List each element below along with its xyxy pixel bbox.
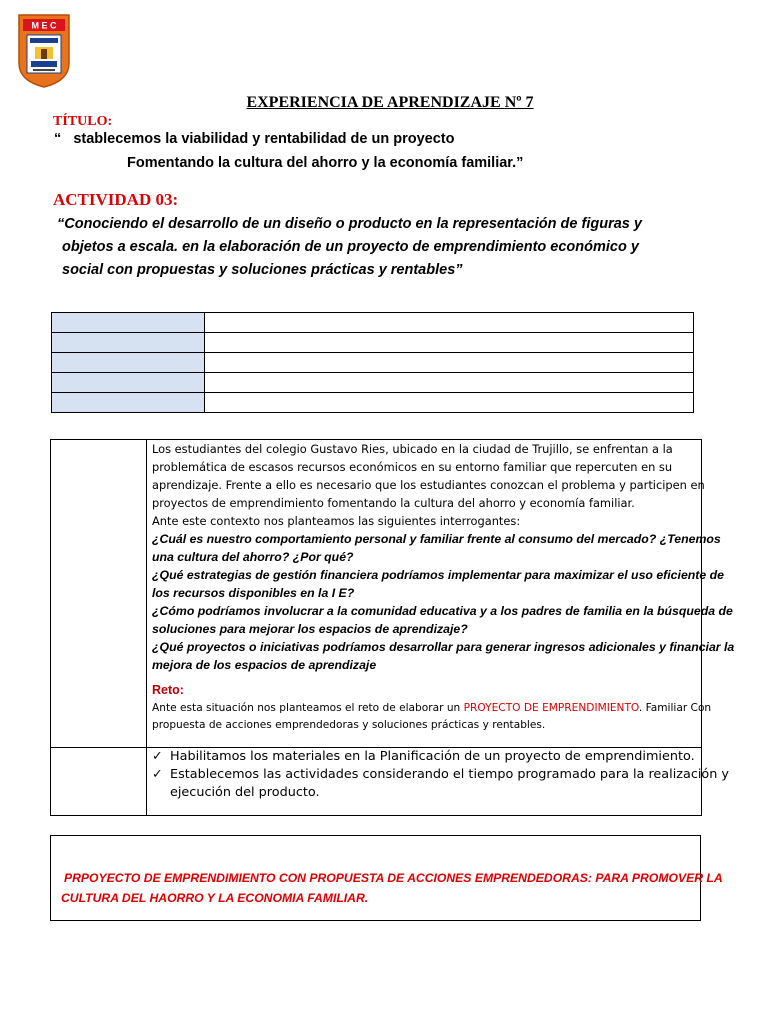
situacion-text: [152, 440, 735, 674]
school-logo: [17, 13, 71, 89]
actividad-line: objetos a escala. en la elaboración de un proyecto de emprendimiento económico y: [62, 239, 639, 255]
actividad-line: “Conociendo el desarrollo de un diseño o producto en la representación de figuras y: [57, 216, 642, 232]
info-label-cell: [52, 393, 205, 413]
list-item: [152, 748, 698, 766]
info-label-cell: [52, 353, 205, 373]
info-table: [51, 312, 694, 413]
reto-line: [152, 700, 712, 717]
check-item-text: Establecemos las actividades considerando el tiempo programado para la realización y: [170, 767, 729, 782]
page-title: EXPERIENCIA DE APRENDIZAJE Nº 7: [246, 94, 534, 111]
table-row: [52, 353, 694, 373]
question-line: una cultura del ahorro? ¿Por qué?: [152, 550, 354, 564]
check-icon: ✓: [152, 767, 163, 782]
situacion-line: aprendizaje. Frente a ello es necesario que los estudiantes conozcan el problema y participen en: [152, 478, 705, 492]
info-value-cell: [205, 353, 694, 373]
check-item-continuation: ejecución del producto.: [170, 785, 320, 800]
situacion-line: problemática de escasos recursos económicos en su entorno familiar que repercuten en su: [152, 460, 673, 474]
producto-line: CULTURA DEL HAORRO Y LA ECONOMIA FAMILIAR.: [61, 891, 369, 905]
reto-text-before: Ante esta situación nos planteamos el reto de elaborar un: [152, 702, 464, 714]
info-value-cell: [205, 333, 694, 353]
check-item-text: Habilitamos los materiales en la Planificación de un proyecto de emprendimiento.: [170, 749, 695, 764]
table-row: [52, 373, 694, 393]
reto-highlight: PROYECTO DE EMPRENDIMIENTO: [463, 702, 639, 714]
titulo-label: TÍTULO:: [53, 114, 113, 129]
actividad-line: social con propuestas y soluciones prácticas y rentables”: [62, 262, 463, 278]
question-line: soluciones para mejorar los espacios de aprendizaje?: [152, 622, 468, 636]
question-line: ¿Qué proyectos o iniciativas podríamos desarrollar para generar ingresos adicionales y financiar la: [152, 640, 735, 654]
reto-line: propuesta de acciones emprendedoras y soluciones prácticas y rentables.: [152, 719, 546, 731]
actividad-description: [57, 213, 697, 282]
info-label-cell: [52, 373, 205, 393]
reto-label: Reto:: [152, 683, 184, 697]
question-line: ¿Qué estrategias de gestión financiera podríamos implementar para maximizar el uso eficiente de: [152, 568, 724, 582]
situacion-line: proyectos de emprendimiento fomentando la cultura del ahorro y economía familiar.: [152, 496, 635, 510]
producto-line: PRPOYECTO DE EMPRENDIMIENTO CON PROPUESTA DE ACCIONES EMPRENDEDORAS: PARA PROMOVER LA: [64, 871, 723, 885]
question-line: ¿Cómo podríamos involucrar a la comunidad educativa y a los padres de familia en la búsqueda de: [152, 604, 733, 618]
column-divider: [146, 440, 147, 815]
table-row: [52, 393, 694, 413]
situacion-line: Los estudiantes del colegio Gustavo Ries, ubicado en la ciudad de Trujillo, se enfrentan a la: [152, 442, 673, 456]
producto-text: [61, 868, 723, 908]
reto-text-after: . Familiar Con: [638, 702, 712, 714]
titulo-line-1: “ stablecemos la viabilidad y rentabilidad de un proyecto: [54, 131, 455, 147]
question-line: los recursos disponibles en la I E?: [152, 586, 355, 600]
table-row: [52, 313, 694, 333]
check-icon: ✓: [152, 749, 163, 764]
checklist: [152, 748, 729, 802]
list-item: [152, 766, 729, 784]
question-line: ¿Cuál es nuestro comportamiento personal y familiar frente al consumo del mercado? ¿Tenemos: [152, 532, 721, 546]
reto-text: [152, 700, 712, 734]
info-value-cell: [205, 373, 694, 393]
table-row: [52, 333, 694, 353]
info-label-cell: [52, 333, 205, 353]
svg-text:M E C: M E C: [31, 20, 57, 31]
actividad-label: ACTIVIDAD 03:: [53, 190, 179, 209]
question-line: mejora de los espacios de aprendizaje: [152, 658, 377, 672]
info-value-cell: [205, 393, 694, 413]
info-value-cell: [205, 313, 694, 333]
info-label-cell: [52, 313, 205, 333]
situacion-line: Ante este contexto nos planteamos las siguientes interrogantes:: [152, 514, 521, 528]
titulo-line-2: Fomentando la cultura del ahorro y la economía familiar.”: [127, 155, 524, 171]
